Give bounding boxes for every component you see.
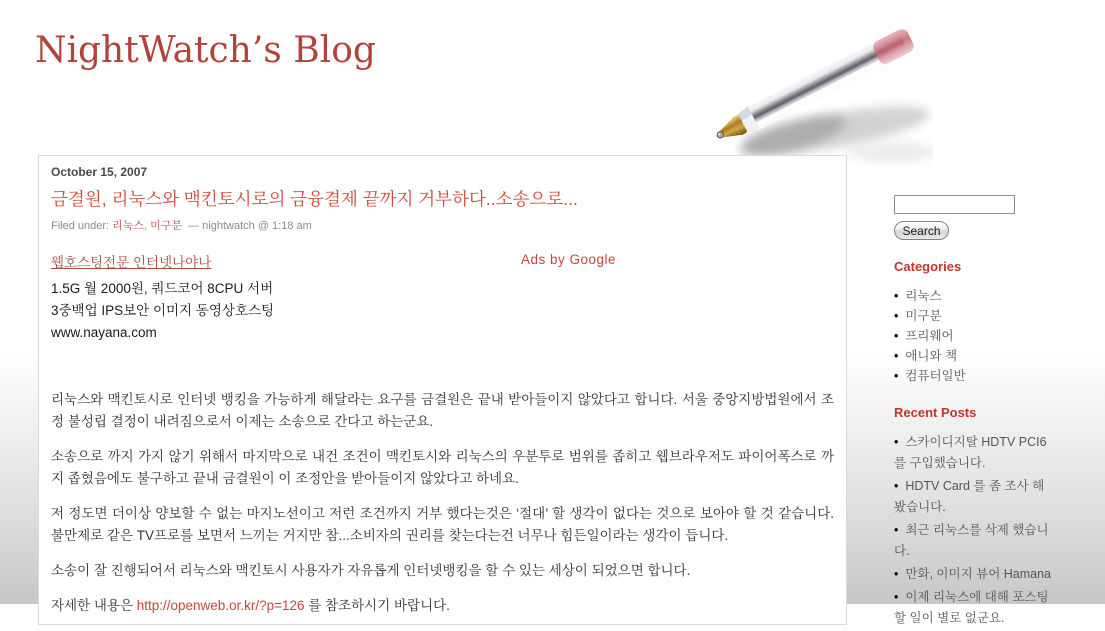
post-container — [38, 155, 847, 625]
post-meta — [51, 217, 834, 233]
post-body — [51, 389, 834, 617]
recent-post-item[interactable]: • 만화, 이미지 뷰어 Hamana — [894, 564, 1054, 585]
recent-post-item[interactable]: • 최근 리눅스를 삭제 했습니다. — [894, 520, 1054, 562]
meta-comma: , — [144, 220, 151, 232]
ad-title-link[interactable]: 웹호스팅전문 인터넷나야나 — [51, 255, 212, 270]
post-detail-paragraph — [51, 595, 834, 617]
detail-prefix: 자세한 내용은 — [51, 598, 137, 613]
detail-suffix: 를 참조하시기 바랍니다. — [304, 598, 450, 613]
sidebar-category-item[interactable]: • 리눅스 — [894, 286, 1054, 306]
sidebar-category-item[interactable]: • 컴퓨터일반 — [894, 366, 1054, 386]
ads-by-google-label[interactable]: Ads by Google — [521, 252, 617, 267]
recent-post-item[interactable]: • 이제 리눅스에 대해 포스팅 할 일이 별로 없군요. — [894, 587, 1054, 629]
blog-title[interactable]: NightWatch’s Blog — [35, 30, 376, 71]
search-button[interactable]: Search — [894, 221, 949, 240]
sidebar-category-item[interactable]: • 프리웨어 — [894, 326, 1054, 346]
post-paragraph: 소송으로 까지 가지 않기 위해서 마지막으로 내건 조건이 맥킨토시와 리눅스의 우분투로 범위를 좁히고 웹브라우저도 파이어폭스로 까지 좁혔음에도 불구하고 끝내 금결원이 이 조정안을 받아들이지 않았다고 하네요. — [51, 449, 834, 486]
meta-category-link[interactable]: 미구분 — [150, 220, 183, 232]
pen-illustration — [688, 14, 933, 169]
ad-text-line: 3중백업 IPS보안 이미지 동영상호스팅 — [51, 303, 275, 318]
recent-posts-list — [894, 432, 1054, 629]
sidebar — [894, 195, 1074, 631]
categories-list — [894, 286, 1054, 386]
recent-posts-heading: Recent Posts — [894, 405, 977, 420]
search-input[interactable] — [894, 195, 1015, 214]
post-paragraph: 소송이 잘 진행되어서 리눅스와 맥킨토시 사용자가 자유롭게 인터넷뱅킹을 할 수 있는 세상이 되었으면 합니다. — [51, 563, 691, 578]
sidebar-category-item[interactable]: • 미구분 — [894, 306, 1054, 326]
pen-photo — [688, 14, 933, 169]
meta-category-link[interactable]: 리눅스 — [112, 220, 145, 232]
post-date: October 15, 2007 — [51, 165, 148, 179]
google-ad-block — [51, 251, 834, 343]
filed-under-label: Filed under: — [51, 220, 110, 232]
meta-author-time: — nightwatch @ 1:18 am — [188, 220, 312, 232]
post-paragraph: 리눅스와 맥킨토시로 인터넷 뱅킹을 가능하게 해달라는 요구를 금결원은 끝내 받아들이지 않았다고 합니다. 서울 중앙지방법원에서 조정 불성립 결정이 내려짐으로서 이제는 소송으로 간다고 하는군요. — [51, 392, 834, 429]
sidebar-category-item[interactable]: • 애니와 책 — [894, 346, 1054, 366]
ad-display-url: www.nayana.com — [51, 325, 157, 340]
openweb-link[interactable]: http://openweb.or.kr/?p=126 — [136, 598, 305, 613]
post-paragraph: 저 정도면 더이상 양보할 수 없는 마지노선이고 저런 조건까지 거부 했다는것은 ‘절대’ 할 생각이 없다는 것으로 보아야 할 것 같습니다. 불만제로 같은 TV프로를 보면서 느끼는 거지만 참...소비자의 권리를 찾는다는건 너무나 힘든일이라는 생각이 듭니다. — [51, 506, 834, 543]
recent-post-item[interactable]: • HDTV Card 를 좀 조사 해 봤습니다. — [894, 476, 1054, 518]
ad-text-line: 1.5G 월 2000원, 쿼드코어 8CPU 서버 — [51, 281, 274, 296]
recent-post-item[interactable]: • 스카이디지탈 HDTV PCI6 를 구입했습니다. — [894, 432, 1054, 474]
categories-heading: Categories — [894, 259, 962, 274]
post-title[interactable]: 금결원, 리눅스와 맥킨토시로의 금융결제 끝까지 거부하다..소송으로... — [51, 189, 578, 209]
